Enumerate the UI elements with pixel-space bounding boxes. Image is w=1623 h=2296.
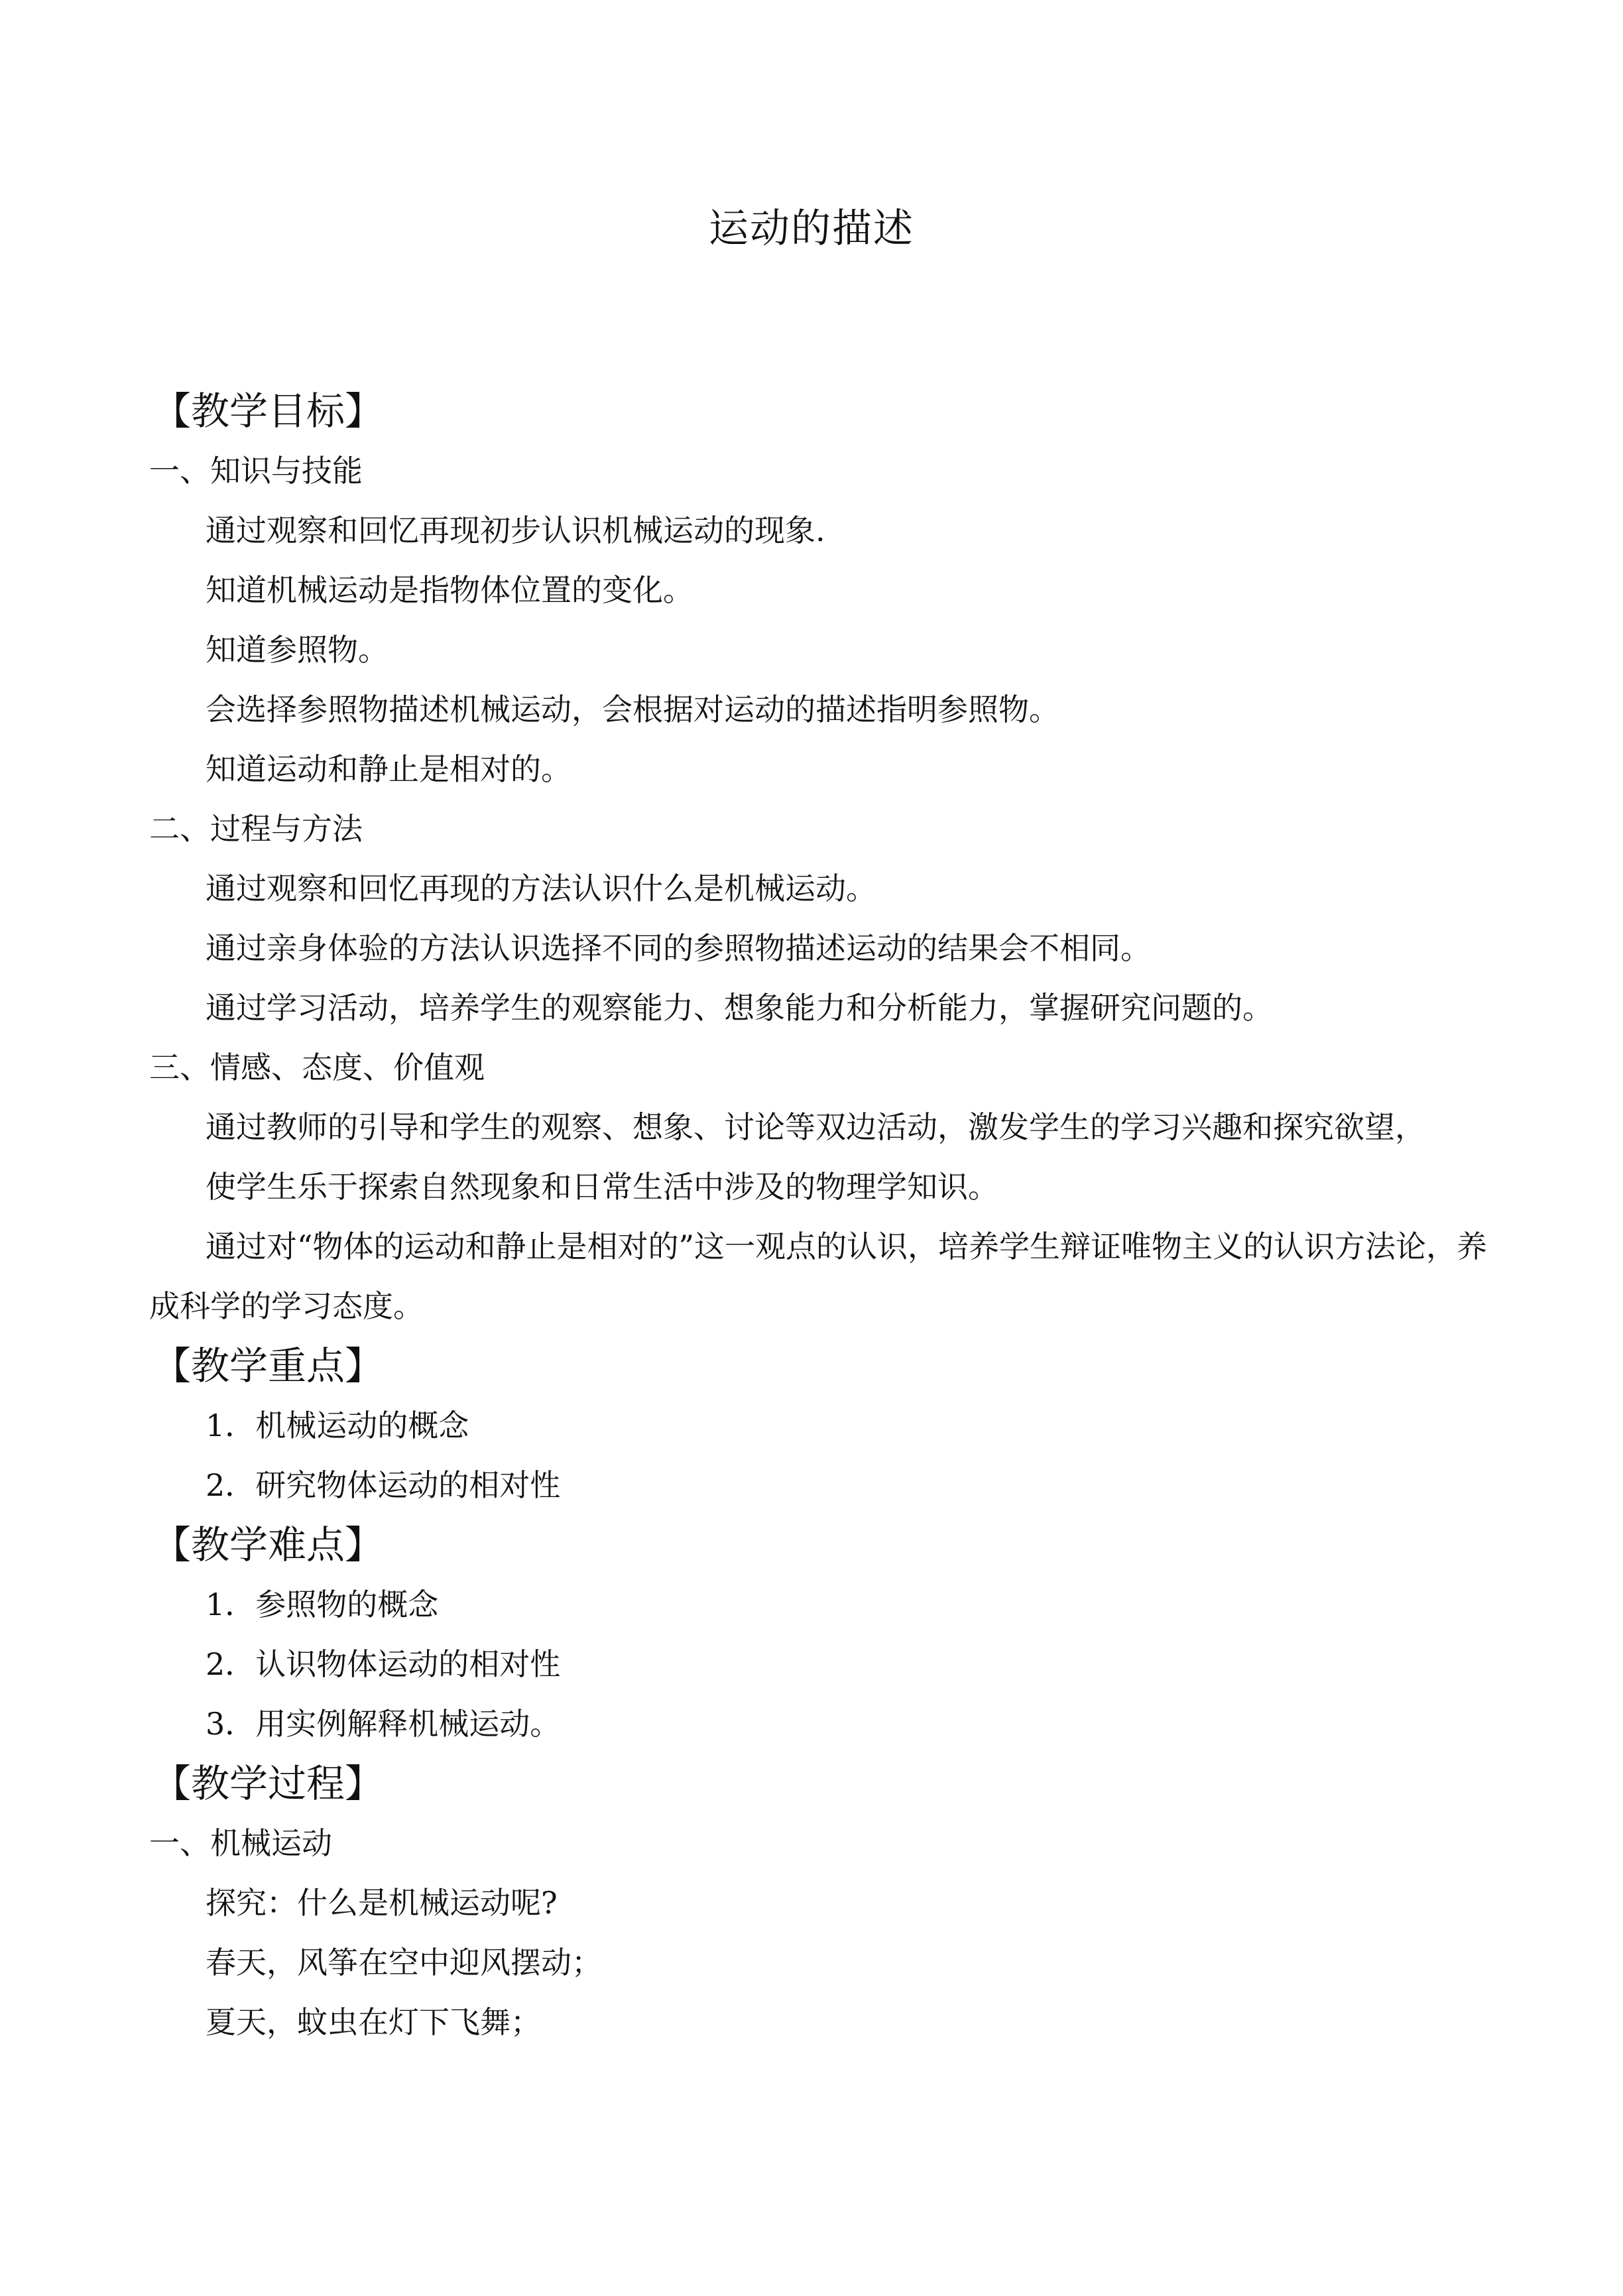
subheading-process: 二、过程与方法	[149, 811, 363, 847]
paragraph: 春天，风筝在空中迎风摆动；	[206, 1945, 602, 1980]
paragraph: 探究：什么是机械运动呢?	[206, 1885, 558, 1921]
list-item: 3．用实例解释机械运动。	[206, 1706, 561, 1742]
list-item: 1．机械运动的概念	[206, 1408, 469, 1443]
paragraph: 通过观察和回忆再现的方法认识什么是机械运动。	[206, 871, 876, 906]
paragraph: 通过学习活动，培养学生的观察能力、想象能力和分析能力，掌握研究问题的。	[206, 990, 1273, 1026]
paragraph: 知道参照物。	[206, 632, 389, 668]
section-heading-process: 【教学过程】	[152, 1761, 384, 1806]
list-item: 2．认识物体运动的相对性	[206, 1646, 561, 1682]
paragraph: 通过观察和回忆再现初步认识机械运动的现象.	[206, 513, 825, 548]
document-body	[149, 381, 1488, 2052]
section-heading-difficulties: 【教学难点】	[152, 1522, 384, 1567]
section-heading-key-points: 【教学重点】	[152, 1343, 384, 1388]
paragraph: 使学生乐于探索自然现象和日常生活中涉及的物理学知识。	[206, 1169, 998, 1205]
subheading-knowledge: 一、知识与技能	[149, 453, 363, 489]
section-heading-objectives: 【教学目标】	[152, 389, 384, 434]
subheading-mechanical-motion: 一、机械运动	[149, 1825, 332, 1861]
list-item: 1．参照物的概念	[206, 1587, 439, 1622]
paragraph: 夏天，蚊虫在灯下飞舞；	[206, 2004, 541, 2040]
paragraph-wrapped: 通过对“物体的运动和静止是相对的”这一观点的认识，培养学生辩证唯物主义的认识方法论，养成科学的学习态度。	[149, 1229, 1488, 1324]
subheading-emotion: 三、情感、态度、价值观	[149, 1050, 485, 1085]
list-item: 2．研究物体运动的相对性	[206, 1467, 561, 1503]
paragraph: 知道运动和静止是相对的。	[206, 751, 571, 787]
paragraph: 通过亲身体验的方法认识选择不同的参照物描述运动的结果会不相同。	[206, 930, 1151, 966]
paragraph: 通过教师的引导和学生的观察、想象、讨论等双边活动，激发学生的学习兴趣和探究欲望，	[206, 1109, 1425, 1145]
paragraph: 会选择参照物描述机械运动，会根据对运动的描述指明参照物。	[206, 692, 1059, 727]
paragraph: 知道机械运动是指物体位置的变化。	[206, 572, 693, 608]
document-title: 运动的描述	[709, 206, 914, 252]
